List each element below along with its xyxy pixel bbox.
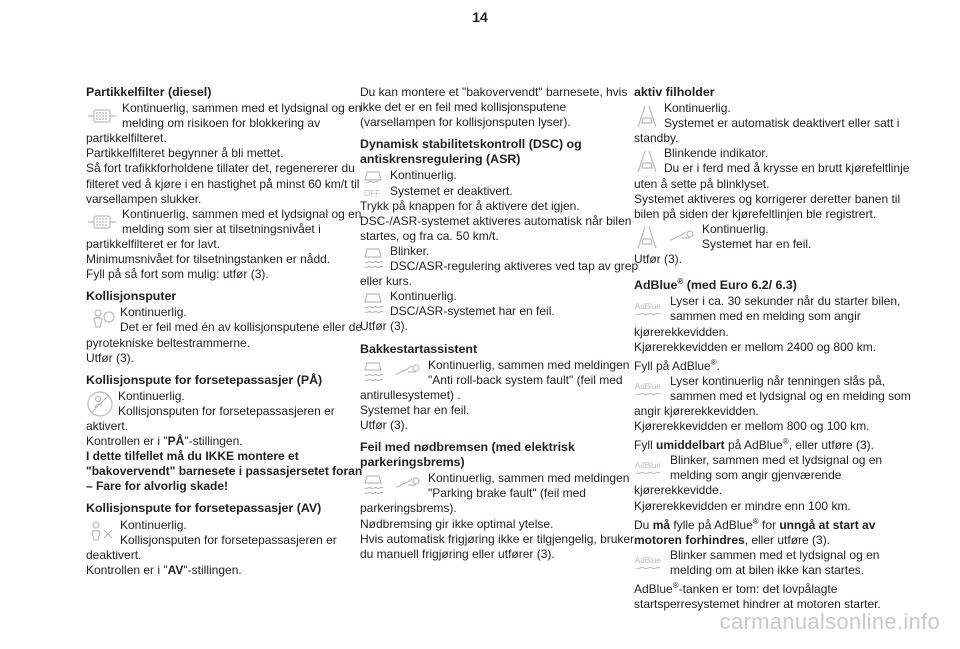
section-title-airbag-off: Kollisjonspute for forsetepassasjer (AV) [86, 501, 322, 516]
brake-fault-icon [360, 472, 424, 500]
section-title-adblue: AdBlue® (med Euro 6.2/ 6.3) [634, 277, 797, 293]
svg-text:AdBlue: AdBlue [635, 302, 661, 312]
airbag-off-icon [86, 519, 116, 547]
column-middle: Du kan montere et "bakovervendt" barnesete, hvis ikke det er en feil med kollisjonsputene (varsellampen for kollisjonsputen lyser). Dynamisk stabilitetskontroll (DSC) og antiskrensregulering (ASR) OFF Kontinuerlig. Systemet er deaktivert. Trykk på knappen for å aktivere det igjen. DSC-/ASR-systemet aktiveres automatisk når bilen startes, og fra ca. 50 km/t. Blinker. DSC/ASR-regulering aktiveres ved tap av grep eller kurs. Kontinuerlig. DSC/ASR-systemet har en feil. Utfør (3). Bakkestartassistent Kontinuerlig, sammen med meldingen "Anti roll-back system fault" (feil med antirullesystemet) . Systemet har en feil. Utfør (3). Feil med nødbremsen (med elektrisk parkeringsbrems) Kontinuerlig, sammen med meldingen "Parking brake fault" (feil med parkeringsbrems). Nødbremsing gir ikke optimal ytelse. Hvis automatisk frigjøring ikke er tilgjengelig, bruker du manuell frigjøring eller utfører (3). [360, 85, 642, 562]
section-title-airbag-on: Kollisjonspute for forsetepassasjer (PÅ) [86, 372, 323, 387]
particle-filter-icon [86, 208, 118, 236]
lane-keeping-icon [634, 147, 660, 175]
section-title-hill-start: Bakkestartassistent [360, 341, 478, 356]
dsc-icon [360, 245, 386, 273]
column-right: aktiv filholder Kontinuerlig. Systemet er automatisk deaktivert eller satt i standby. Blinkende indikator. Du er i ferd med å krysse en brutt kjørefeltlinje uten å sette på blinklyset. Systemet aktiveres og korrigerer deretter banen til bilen på siden der kjørefeltlinjen ble registrert. Kontinuerlig. Systemet har en feil. Utfør (3). AdBlue® (med Euro 6.2/ 6.3) AdBlue Lyser i ca. 30 sekunder når du starter bilen, sammen med en melding som angir kjørerekkevidden. Kjørerekkevidden er mellom 2400 og 800 km. Fyll på AdBlue®. AdBlue Lyser kontinuerlig når tenningen slås på, sammen med et lydsignal og en melding som angir kjørerekkevidden. Kjørerekkevidden er mellom 800 og 100 km. Fyll umiddelbart på AdBlue®, eller utføre (3). AdBlue Blinker, sammen med et lydsignal og en melding som angir gjenværende kjørerekkevidde. Kjørerekkevidden er mindre enn 100 km. Du må fylle på AdBlue® for unngå at start av motoren forhindres, eller utføre (3). AdBlue Blinker sammen med et lydsignal og en melding om at bilen ikke kan startes. AdBlue®-tanken er tom: det lovpålagte startsperresystemet hindrer at motoren starter. [634, 85, 916, 612]
svg-text:AdBlue: AdBlue [635, 381, 661, 391]
airbag-on-icon [86, 390, 114, 418]
watermark: carmanualsonline.info [719, 609, 940, 634]
section-title-airbags: Kollisjonsputer [86, 289, 177, 304]
adblue-icon [634, 295, 666, 323]
intro-text: Du kan montere et "bakovervendt" barnesete, hvis ikke det er en feil med kollisjonsputene (varsellampen for kollisjonsputen lyser). [360, 85, 628, 130]
svg-text:AdBlue: AdBlue [635, 555, 661, 565]
lane-keeping-icon [634, 102, 660, 130]
dsc-icon [360, 290, 386, 318]
airbag-fault-icon [86, 306, 116, 334]
adblue-icon [634, 375, 666, 403]
hill-start-fault-icon [360, 359, 424, 387]
svg-text:OFF: OFF [364, 189, 380, 199]
section-title-particle-filter: Partikkelfilter (diesel) [86, 85, 212, 99]
section-title-brake-fault: Feil med nødbremsen (med elektrisk parkeringsbrems) [360, 440, 575, 470]
section-title-dsc-asr: Dynamisk stabilitetskontroll (DSC) og antiskrensregulering (ASR) [360, 137, 582, 167]
dsc-off-icon [360, 169, 386, 197]
page-number: 14 [472, 9, 488, 25]
adblue-icon [634, 454, 666, 482]
adblue-icon [634, 549, 666, 577]
svg-text:AdBlue: AdBlue [635, 461, 661, 471]
section-title-lane-keeping: aktiv filholder [634, 85, 715, 99]
column-left: Partikkelfilter (diesel) Kontinuerlig, sammen med et lydsignal og en melding om risikoen for blokkering av partikkelfilteret. Partikkelfilteret begynner å bli mettet. Så fort trafikkforholdene tillater det, regenererer du filteret ved å kjøre i en hastighet på minst 60 km/t til varsellampen slukker. Kontinuerlig, sammen med et lydsignal og en melding som sier at tilsetningsnivået i partikkelfilteret er for lavt. Minimumsnivået for tilsetningstanken er nådd. Fyll på så fort som mulig: utfør (3). Kollisjonsputer Kontinuerlig. Det er feil med én av kollisjonsputene eller de pyrotekniske beltestrammerne. Utfør (3). Kollisjonspute for forsetepassasjer (PÅ) Kontinuerlig. Kollisjonsputen for forsetepassasjeren er aktivert. Kontrollen er i "PÅ"-stillingen. I dette tilfellet må du IKKE montere et "bakovervendt" barnesete i passasjersetet foran – Fare for alvorlig skade! Kollisjonspute for forsetepassasjer (AV) Kontinuerlig. Kollisjonsputen for forsetepassasjeren er deaktivert. Kontrollen er i "AV"-stillingen. [86, 85, 368, 578]
lane-keeping-fault-icon [634, 223, 698, 251]
particle-filter-icon [86, 102, 118, 130]
